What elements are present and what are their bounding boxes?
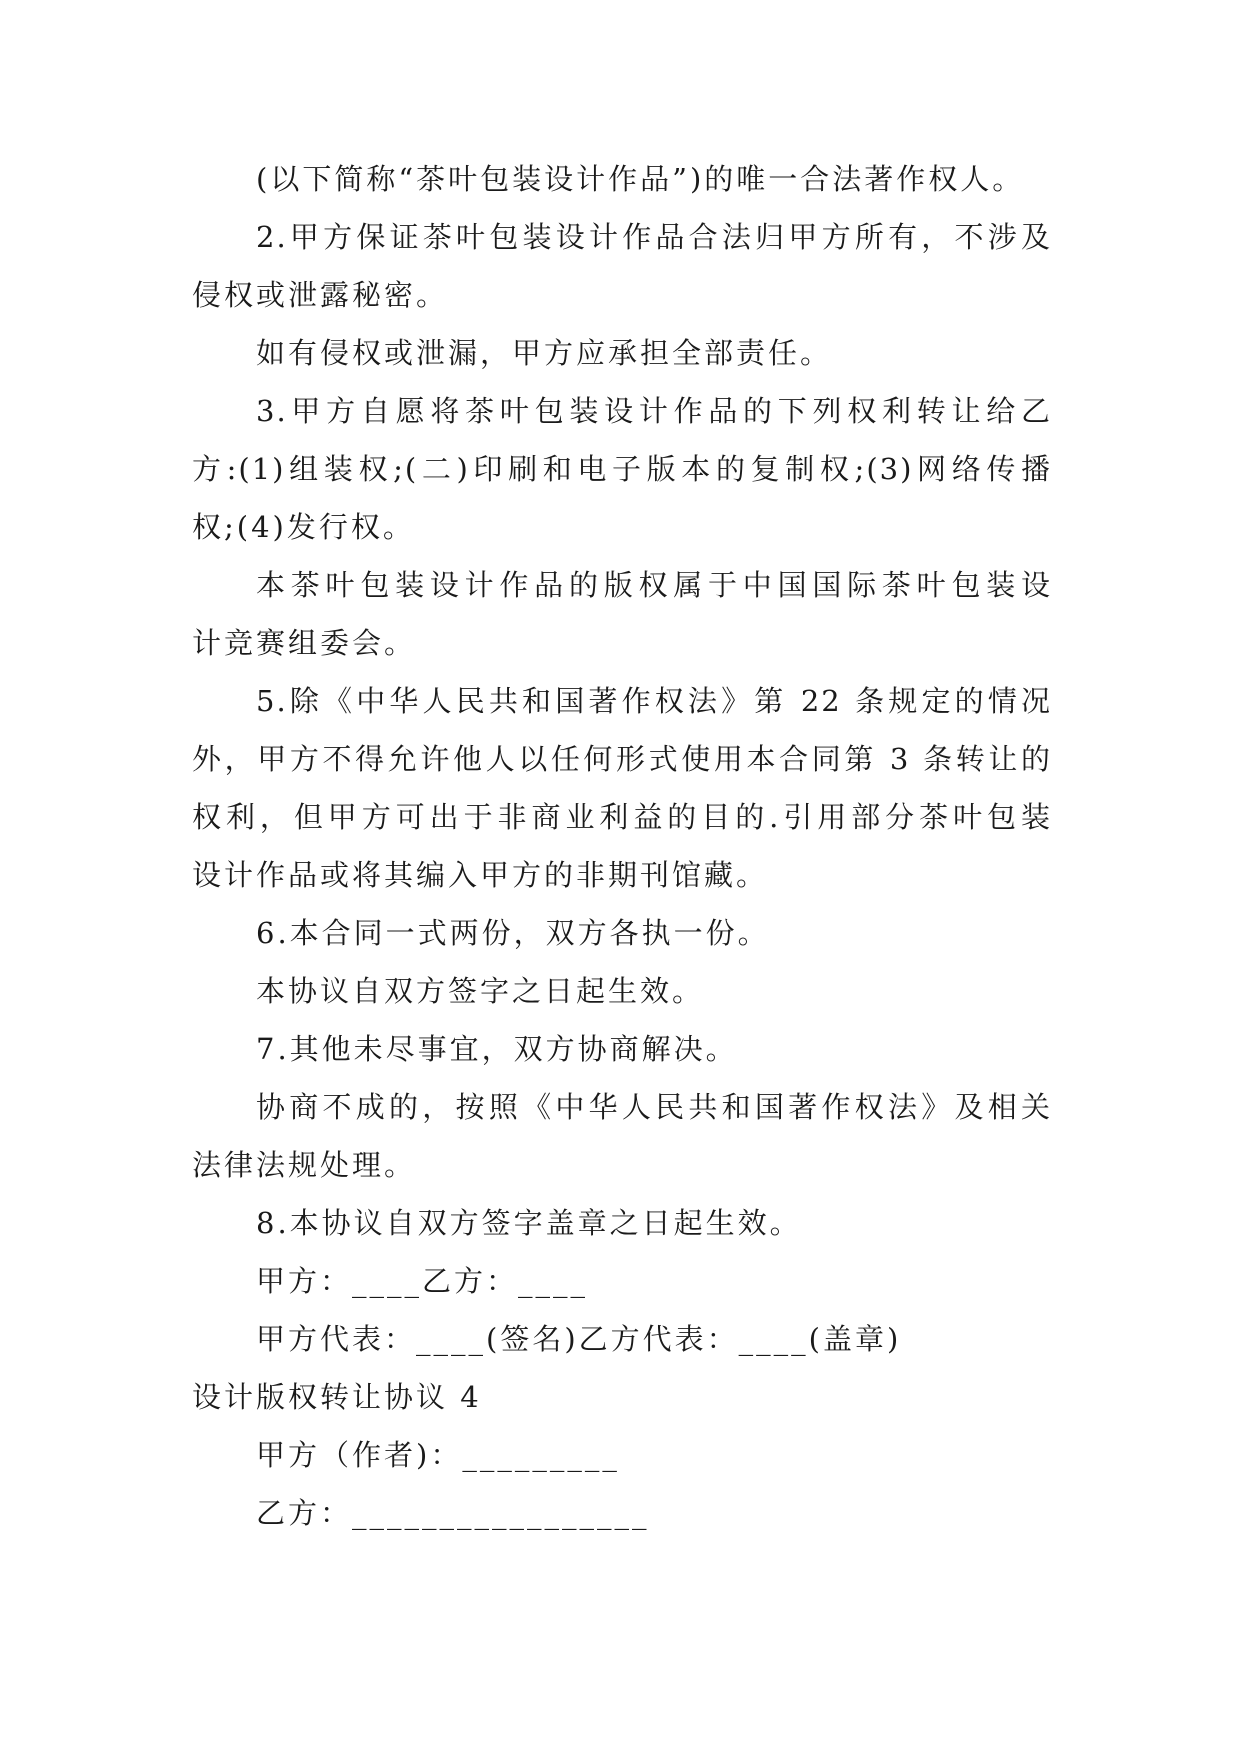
signature-line: 甲方代表：____(签名)乙方代表：____(盖章) xyxy=(256,1322,902,1356)
paragraph-line: 外，甲方不得允许他人以任何形式使用本合同第 3 条转让的 xyxy=(192,742,1052,776)
paragraph-line: 设计作品或将其编入甲方的非期刊馆藏。 xyxy=(192,858,769,892)
paragraph-line: 协商不成的，按照《中华人民共和国著作权法》及相关 xyxy=(256,1090,1052,1124)
document-body xyxy=(192,150,1052,1542)
section-heading: 设计版权转让协议 4 xyxy=(192,1380,482,1414)
paragraph-line: 6.本合同一式两份，双方各执一份。 xyxy=(256,916,770,950)
paragraph-line: 侵权或泄露秘密。 xyxy=(192,278,449,312)
paragraph-line: 法律法规处理。 xyxy=(192,1148,417,1182)
paragraph-line: 方:(1)组装权;(二)印刷和电子版本的复制权;(3)网络传播 xyxy=(192,452,1052,486)
paragraph-line: 3.甲方自愿将茶叶包装设计作品的下列权利转让给乙 xyxy=(256,394,1052,428)
paragraph-line: 如有侵权或泄漏，甲方应承担全部责任。 xyxy=(256,336,833,370)
paragraph-line: 8.本协议自双方签字盖章之日起生效。 xyxy=(256,1206,802,1240)
paragraph-line: 权;(4)发行权。 xyxy=(192,510,415,544)
paragraph-line: 本协议自双方签字之日起生效。 xyxy=(256,974,705,1008)
paragraph-line: 权利，但甲方可出于非商业利益的目的.引用部分茶叶包装 xyxy=(192,800,1052,834)
paragraph-line: 计竞赛组委会。 xyxy=(192,626,417,660)
paragraph-line: 2.甲方保证茶叶包装设计作品合法归甲方所有，不涉及 xyxy=(256,220,1052,254)
paragraph-line: (以下简称“茶叶包装设计作品”)的唯一合法著作权人。 xyxy=(256,162,1025,196)
party-b-field: 乙方：_________________ xyxy=(256,1496,650,1530)
paragraph-line: 5.除《中华人民共和国著作权法》第 22 条规定的情况 xyxy=(256,684,1052,718)
paragraph-line: 7.其他未尽事宜，双方协商解决。 xyxy=(256,1032,738,1066)
party-a-field: 甲方（作者)：_________ xyxy=(256,1438,620,1472)
signature-line: 甲方：____乙方：____ xyxy=(256,1264,589,1298)
paragraph-line: 本茶叶包装设计作品的版权属于中国国际茶叶包装设 xyxy=(256,568,1052,602)
